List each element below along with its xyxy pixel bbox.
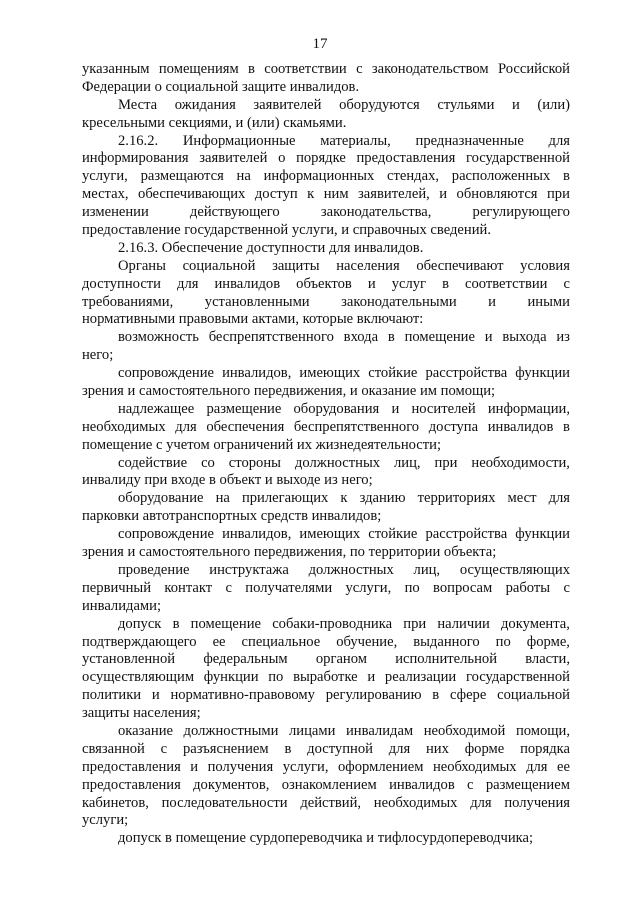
text-line-content: парковки автотранспортных средств инвалидов; — [82, 508, 382, 525]
text-word: доступной — [307, 740, 373, 757]
text-word: имеющих — [299, 365, 361, 382]
text-line — [82, 347, 570, 365]
text-word: подтверждающего — [82, 633, 197, 650]
text-word: с — [160, 740, 168, 757]
text-word: соответствии — [465, 275, 548, 292]
text-word: кабинетов, — [82, 794, 149, 811]
text-line — [82, 490, 570, 508]
text-word: получателями — [245, 579, 333, 596]
text-word: документов, — [193, 776, 270, 793]
text-word: осуществляющим — [82, 669, 195, 686]
text-word: оборудуются — [339, 96, 420, 113]
text-line — [82, 741, 570, 759]
text-word: должностных — [308, 561, 394, 578]
text-word: Российской — [498, 61, 570, 77]
text-word: действующего — [189, 204, 280, 221]
text-word: информирования — [82, 150, 189, 167]
text-word: обеспечивают — [416, 257, 504, 274]
text-line — [82, 812, 570, 830]
text-word: государственной — [465, 669, 570, 686]
document-body — [82, 61, 570, 848]
text-word: в — [172, 615, 180, 632]
text-line — [82, 97, 570, 115]
text-word: к — [307, 186, 315, 203]
text-word: установленными — [204, 293, 310, 310]
text-word: при — [403, 615, 427, 632]
text-line — [82, 723, 570, 741]
text-line — [82, 634, 570, 652]
text-line — [82, 365, 570, 383]
text-word: для — [470, 794, 492, 811]
text-word: в — [387, 329, 395, 346]
text-word: власти, — [525, 651, 570, 668]
text-line-content: кресельными секциями, и (или) скамьями. — [82, 114, 347, 131]
text-word: в — [563, 168, 570, 185]
text-word: регулированию — [325, 687, 422, 704]
text-word: социальной — [182, 257, 256, 274]
text-line — [82, 759, 570, 777]
text-word: услуги, — [282, 758, 329, 775]
text-line — [82, 115, 570, 133]
text-word: разъяснением — [182, 740, 269, 757]
text-word: размещением — [485, 776, 570, 793]
text-word: необходимых — [82, 418, 166, 435]
text-line-content: предоставление государственной услуги, и справочных сведений. — [82, 222, 491, 239]
text-word: документа, — [501, 615, 570, 632]
text-word: законодательством — [371, 61, 489, 77]
text-word: нормативно-правовому — [170, 687, 315, 704]
text-line-content: услуги; — [82, 812, 129, 829]
text-word: в — [432, 687, 440, 704]
text-word: материалы, — [320, 132, 391, 149]
text-word: необходимых — [373, 794, 458, 811]
text-word: лицами — [289, 722, 336, 739]
text-word: надлежащее — [118, 400, 195, 417]
text-word: необходимости, — [471, 454, 570, 471]
text-word: выхода — [502, 329, 547, 346]
text-word: беспрепятственного — [293, 418, 420, 435]
text-word: инвалидов — [214, 275, 281, 292]
text-word: предоставления — [356, 150, 456, 167]
text-word: и — [151, 687, 160, 704]
text-word: законодательства, — [320, 204, 432, 221]
text-word: должностных — [294, 454, 381, 471]
text-word: прилегающих — [241, 490, 329, 507]
text-line-content: инвалиду при входе в объект и выходе из него; — [82, 472, 373, 489]
text-line-content: него; — [82, 347, 114, 364]
text-line — [82, 472, 570, 490]
text-word: зданию — [359, 490, 406, 507]
text-line-content: зрения и самостоятельного передвижения, и оказание им помощи; — [82, 383, 496, 400]
text-word: необходимой — [423, 722, 506, 739]
text-word: стороны — [228, 454, 281, 471]
text-word: на — [236, 168, 251, 185]
text-word: для — [388, 740, 411, 757]
text-word: инвалидов, — [222, 526, 292, 543]
text-word: оформлением — [338, 758, 424, 775]
text-word: и — [367, 275, 376, 292]
text-word: ознакомлением — [281, 776, 377, 793]
text-word: для — [175, 418, 197, 435]
text-word: инвалидам — [346, 722, 414, 739]
text-word: инвалидов, — [222, 365, 292, 382]
text-line — [82, 544, 570, 562]
text-word: оказание — [118, 722, 173, 739]
text-line — [82, 419, 570, 437]
text-line — [82, 383, 570, 401]
text-word: с — [225, 579, 232, 596]
text-word: на — [215, 490, 230, 507]
text-word: в — [248, 61, 255, 77]
text-word: доступа — [428, 418, 479, 435]
text-word: территориях — [417, 490, 496, 507]
text-line-content: защиты населения; — [82, 705, 201, 722]
text-line — [82, 562, 570, 580]
text-line — [82, 705, 570, 723]
text-word: для — [177, 275, 199, 292]
text-line-content: помещение с учетом ограничений их жизнедеятельности; — [82, 436, 442, 453]
text-word: заявителей — [253, 96, 322, 113]
text-line — [82, 79, 570, 97]
text-word: лиц, — [413, 561, 441, 578]
text-line-content: зрения и самостоятельного передвижения, по территории объекта; — [82, 544, 497, 561]
text-word: предназначенные — [415, 132, 524, 149]
text-word: и — [190, 758, 199, 775]
text-word: инструктажа — [209, 561, 289, 578]
text-word: для — [548, 490, 570, 507]
text-line — [82, 240, 570, 258]
text-line — [82, 204, 570, 222]
text-word: политики — [82, 687, 142, 704]
text-word: расстройства — [425, 365, 508, 382]
text-word: и — [511, 96, 520, 113]
text-word: для — [526, 758, 548, 775]
text-word: услуг — [391, 275, 427, 292]
text-word: о — [278, 150, 286, 167]
text-word: обеспечивающих — [138, 186, 246, 203]
text-word: них — [425, 740, 449, 757]
text-word: имеющих — [299, 526, 361, 543]
text-word: социальной — [497, 687, 570, 704]
text-line — [82, 580, 570, 598]
text-word: порядка — [520, 740, 570, 757]
text-word: сопровождение — [118, 526, 214, 543]
text-word: оборудования — [293, 400, 380, 417]
text-word: инвалидов — [487, 418, 554, 435]
text-word: указанным — [82, 61, 150, 77]
text-word: размещение — [206, 400, 282, 417]
text-line — [82, 508, 570, 526]
text-line — [82, 795, 570, 813]
text-word: должностными — [183, 722, 279, 739]
text-word: ним — [323, 186, 349, 203]
text-word: Информационные — [182, 132, 296, 149]
text-word: местах, — [82, 186, 129, 203]
text-word: 2.16.2. — [118, 132, 159, 149]
text-line — [82, 401, 570, 419]
text-word: (или) — [537, 96, 570, 113]
text-word: контакт — [164, 579, 213, 596]
text-line — [82, 276, 570, 294]
text-word: в — [563, 418, 570, 435]
text-line-content: Федерации о социальной защите инвалидов. — [82, 78, 360, 95]
text-word: и — [391, 400, 400, 417]
text-line — [82, 455, 570, 473]
text-word: ее — [212, 633, 226, 650]
text-word: обучение, — [336, 633, 398, 650]
text-word: помещение — [190, 615, 262, 632]
text-word: стендах, — [387, 168, 440, 185]
text-line — [82, 669, 570, 687]
text-word: форме — [464, 740, 505, 757]
text-line — [82, 222, 570, 240]
text-word: функции — [515, 365, 570, 382]
text-word: услуги, — [82, 168, 128, 185]
text-word: регулирующего — [472, 204, 570, 221]
text-word: исполнительной — [395, 651, 498, 668]
text-word: органом — [315, 651, 367, 668]
text-word: в — [442, 275, 449, 292]
text-word: и — [367, 669, 376, 686]
text-line — [82, 258, 570, 276]
text-line — [82, 616, 570, 634]
text-line — [82, 61, 570, 79]
text-line — [82, 329, 570, 347]
text-word: заявителей — [199, 150, 268, 167]
text-word: с — [563, 579, 570, 596]
text-word: услуги, — [345, 579, 392, 596]
text-line-content: допуск в помещение сурдопереводчика и тифлосурдопереводчика; — [118, 830, 534, 847]
text-word: осуществляющих — [459, 561, 570, 578]
text-word: лиц, — [394, 454, 421, 471]
text-word: возможность — [118, 329, 199, 346]
text-word: законодательными — [341, 293, 457, 310]
text-word: с — [563, 275, 570, 292]
text-word: иными — [527, 293, 570, 310]
text-word: защиты — [272, 257, 320, 274]
text-word: стульями — [437, 96, 495, 113]
text-word: объектов — [296, 275, 352, 292]
text-line — [82, 168, 570, 186]
text-word: с — [356, 61, 363, 77]
text-word: помощи, — [515, 722, 570, 739]
text-word: выработке — [293, 669, 358, 686]
text-word: помещениям — [158, 61, 239, 77]
text-word: с — [467, 776, 474, 793]
text-word: носителей — [411, 400, 476, 417]
text-line — [82, 651, 570, 669]
text-word: работы — [505, 579, 551, 596]
text-word: мест — [507, 490, 537, 507]
page-number: 17 — [312, 36, 328, 52]
text-word: предоставления — [82, 776, 181, 793]
text-word: расположенных — [451, 168, 551, 185]
text-word: обеспечения — [206, 418, 285, 435]
text-line — [82, 294, 570, 312]
text-word: расстройства — [425, 526, 508, 543]
text-word: и — [439, 186, 448, 203]
text-word: помещение — [404, 329, 475, 346]
text-word: реализации — [384, 669, 457, 686]
text-word: проведение — [118, 561, 190, 578]
text-word: при — [434, 454, 458, 471]
text-word: в — [284, 740, 292, 757]
text-word: последовательности — [161, 794, 288, 811]
text-word: оборудование — [118, 490, 204, 507]
text-word: со — [201, 454, 215, 471]
text-word: к — [340, 490, 348, 507]
text-line — [82, 598, 570, 616]
text-word: требованиями, — [82, 293, 174, 310]
text-word: информации, — [487, 400, 570, 417]
text-word: по — [495, 633, 511, 650]
text-word: функции — [515, 526, 570, 543]
text-word: заявителей, — [358, 186, 430, 203]
text-word: стойкие — [368, 365, 418, 382]
text-word: установленной — [82, 651, 176, 668]
text-line-content: нормативными правовыми актами, которые включают: — [82, 311, 424, 328]
text-word: изменении — [82, 204, 149, 221]
text-word: из — [556, 329, 570, 346]
text-word: стойкие — [368, 526, 418, 543]
text-word: допуск — [118, 615, 162, 632]
text-word: наличии — [437, 615, 490, 632]
text-word: Места — [118, 96, 158, 113]
text-word: населения — [336, 257, 400, 274]
text-word: форме, — [526, 633, 570, 650]
text-word: по — [404, 579, 420, 596]
text-word: федеральным — [203, 651, 288, 668]
text-word: связанной — [82, 740, 145, 757]
text-word: соответствии — [264, 61, 347, 77]
text-word: сопровождение — [118, 365, 214, 382]
text-word: входа — [343, 329, 379, 346]
text-line — [82, 311, 570, 329]
text-word: порядке — [296, 150, 346, 167]
text-word: при — [546, 186, 570, 203]
text-word: собаки-проводника — [272, 615, 393, 632]
text-word: условия — [520, 257, 570, 274]
text-word: по — [268, 669, 284, 686]
text-word: государственной — [465, 150, 570, 167]
text-line — [82, 687, 570, 705]
text-word: ее — [557, 758, 570, 775]
text-word: получения — [207, 758, 274, 775]
text-word: необходимых — [432, 758, 517, 775]
text-word: ожидания — [174, 96, 236, 113]
text-line — [82, 150, 570, 168]
text-word: и — [488, 293, 496, 310]
text-line-content: 2.16.3. Обеспечение доступности для инвалидов. — [118, 239, 424, 256]
text-word: предоставления — [82, 758, 181, 775]
text-word: размещаются — [140, 168, 224, 185]
text-word: выданного — [413, 633, 480, 650]
text-line — [82, 777, 570, 795]
text-word: получения — [504, 794, 570, 811]
text-word: инвалидов — [389, 776, 455, 793]
text-word: действий, — [300, 794, 362, 811]
text-word: беспрепятственного — [208, 329, 334, 346]
text-word: вопросам — [433, 579, 493, 596]
text-word: функции — [203, 669, 259, 686]
text-word: обновляются — [456, 186, 538, 203]
text-word: сфере — [449, 687, 487, 704]
text-word: информационных — [263, 168, 375, 185]
text-line — [82, 133, 570, 151]
text-word: специальное — [241, 633, 321, 650]
text-word: доступности — [82, 275, 161, 292]
text-line-content: инвалидами; — [82, 597, 162, 614]
text-word: содействие — [118, 454, 188, 471]
text-word: первичный — [82, 579, 152, 596]
text-line — [82, 437, 570, 455]
text-word: Органы — [118, 257, 166, 274]
text-word: и — [484, 329, 493, 346]
text-line — [82, 526, 570, 544]
text-line — [82, 186, 570, 204]
text-word: доступ — [254, 186, 298, 203]
text-line — [82, 830, 570, 848]
text-word: для — [548, 132, 570, 149]
